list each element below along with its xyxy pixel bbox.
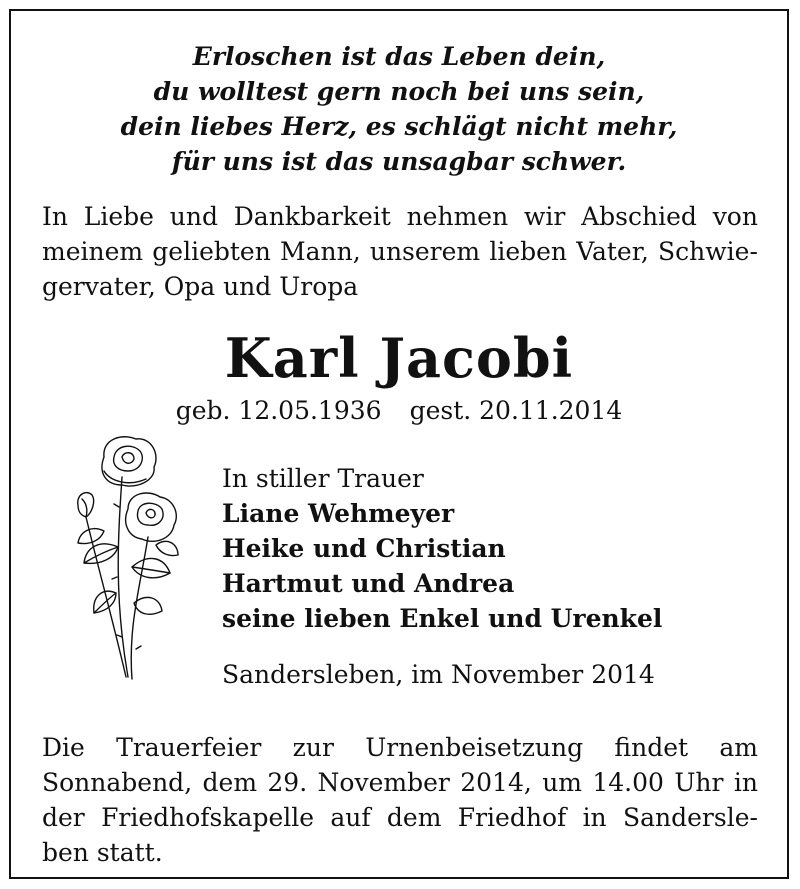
word: 29.	[267, 768, 308, 797]
word: um	[542, 768, 582, 797]
funeral-line-4: ben statt.	[42, 838, 163, 867]
word: lieben	[489, 237, 568, 266]
poem-line: für uns ist das unsagbar schwer.	[171, 147, 627, 176]
word: unserem	[369, 237, 481, 266]
word: 14.00	[592, 768, 664, 797]
word: Trauerfeier	[116, 733, 262, 762]
poem	[11, 39, 787, 179]
word: Abschied	[581, 202, 697, 231]
word: Schwie-	[658, 237, 758, 266]
word: nehmen	[406, 202, 509, 231]
mourner-name: seine lieben Enkel und Urenkel	[222, 604, 663, 633]
funeral-info	[42, 730, 758, 870]
word: Sonnabend,	[42, 768, 193, 797]
mourners-heading: In stiller Trauer	[222, 464, 424, 493]
word: am	[719, 733, 758, 762]
birth-date: geb. 12.05.1936	[175, 396, 382, 425]
word: Friedhofskapelle	[101, 803, 315, 832]
funeral-line-3	[42, 800, 758, 835]
word: November	[317, 768, 450, 797]
intro-line-1	[42, 199, 758, 234]
funeral-line-2	[42, 765, 758, 800]
poem-line: du wolltest gern noch bei uns sein,	[153, 77, 645, 106]
word: Die	[42, 733, 85, 762]
word: wir	[523, 202, 566, 231]
word: 2014,	[460, 768, 532, 797]
word: in	[733, 768, 758, 797]
word: zur	[292, 733, 334, 762]
poem-line: Erloschen ist das Leben dein,	[192, 42, 606, 71]
obituary-notice	[9, 9, 789, 879]
word: Mann,	[280, 237, 361, 266]
life-dates	[11, 394, 787, 428]
word: von	[712, 202, 758, 231]
word: geliebten	[152, 237, 271, 266]
mourner-name: Liane Wehmeyer	[222, 499, 455, 528]
word: Sandersle-	[622, 803, 758, 832]
intro-line-2	[42, 234, 758, 269]
deceased-name: Karl Jacobi	[224, 326, 574, 390]
mourner-name: Hartmut und Andrea	[222, 569, 515, 598]
mourners-list	[222, 461, 662, 636]
word: In	[42, 202, 68, 231]
funeral-line-1	[42, 730, 758, 765]
word: Vater,	[576, 237, 649, 266]
word: Urnenbeisetzung	[365, 733, 584, 762]
place-and-date: Sandersleben, im November 2014	[222, 660, 655, 689]
word: Dankbarkeit	[233, 202, 391, 231]
word: auf	[330, 803, 371, 832]
mourner-name: Heike und Christian	[222, 534, 506, 563]
death-date: gest. 20.11.2014	[409, 396, 623, 425]
roses-illustration-icon	[56, 427, 186, 693]
poem-line: dein liebes Herz, es schlägt nicht mehr,	[120, 112, 678, 141]
word: Uhr	[674, 768, 724, 797]
word: Liebe	[83, 202, 154, 231]
word: dem	[202, 768, 258, 797]
intro-text	[42, 199, 758, 304]
intro-line-3: gervater, Opa und Uropa	[42, 272, 359, 301]
word: meinem	[42, 237, 144, 266]
word: und	[169, 202, 218, 231]
word: der	[42, 803, 85, 832]
word: Friedhof	[457, 803, 567, 832]
word: findet	[614, 733, 689, 762]
word: dem	[386, 803, 442, 832]
word: in	[582, 803, 607, 832]
